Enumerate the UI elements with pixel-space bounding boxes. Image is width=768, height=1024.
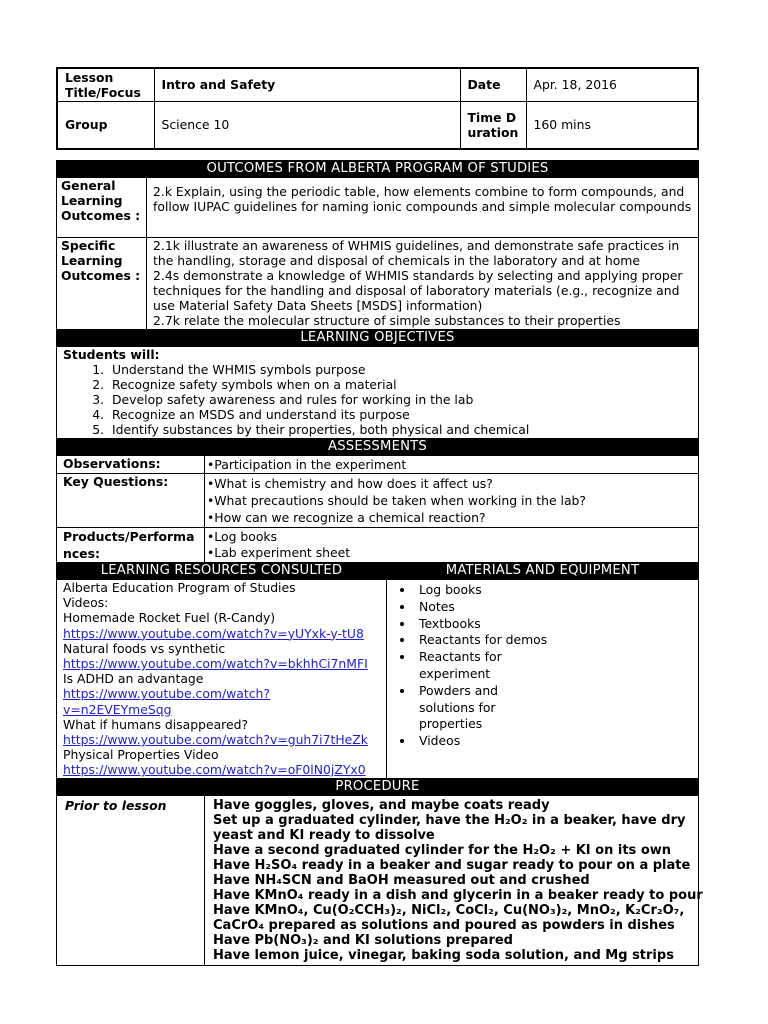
material-item: • Log books — [415, 582, 692, 599]
video-link[interactable]: https://www.youtube.com/watch?v=guh7i7tHeZk — [63, 732, 368, 748]
group-value: Science 10 — [154, 101, 460, 149]
objectives-intro: Students will: — [63, 347, 160, 362]
observations-label: Observations: — [57, 456, 205, 474]
materials-heading: MATERIALS AND EQUIPMENT — [387, 563, 699, 580]
general-outcomes-label: General Learning Outcomes : — [57, 178, 147, 238]
procedure-line: Have goggles, gloves, and maybe coats ready — [213, 797, 550, 813]
lesson-title-value: Intro and Safety — [154, 68, 460, 101]
products-list — [205, 528, 699, 563]
specific-outcome-item: 2.7k relate the molecular structure of simple substances to their properties — [153, 313, 621, 328]
material-item: • Videos — [415, 733, 692, 750]
date-value: Apr. 18, 2016 — [526, 68, 698, 101]
key-questions-list — [205, 474, 699, 528]
resource-line: Homemade Rocket Fuel (R-Candy) — [63, 610, 276, 626]
material-item: • Reactants for demos — [415, 632, 692, 649]
assessments-heading: ASSESSMENTS — [57, 439, 699, 456]
video-link[interactable]: https://www.youtube.com/watch? — [63, 686, 270, 702]
observations-list — [205, 456, 699, 474]
resource-line: Videos: — [63, 595, 109, 611]
date-label: Date — [460, 68, 526, 101]
procedure-heading: PROCEDURE — [57, 778, 699, 795]
materials-cell — [387, 580, 699, 779]
materials-list — [393, 582, 692, 750]
procedure-steps — [205, 795, 703, 965]
objectives-heading: LEARNING OBJECTIVES — [57, 330, 699, 347]
procedure-line: Have a second graduated cylinder for the H₂O₂ + KI on its own — [213, 842, 672, 858]
resource-line: Is ADHD an advantage — [63, 671, 204, 687]
resource-line: What if humans disappeared? — [63, 716, 249, 732]
procedure-line: yeast and KI ready to dissolve — [213, 827, 435, 843]
key-question-item: •What is chemistry and how does it affect us? — [207, 476, 493, 491]
specific-outcomes-label: Specific Learning Outcomes : — [57, 238, 147, 330]
objective-item: 5. Identify substances by their properties, both physical and chemical — [108, 422, 692, 437]
group-label: Group — [57, 101, 154, 149]
general-outcomes-text: 2.k Explain, using the periodic table, how elements combine to form compounds, and follow IUPAC guidelines for naming ionic compounds and simple molecular compounds — [147, 178, 699, 238]
specific-outcome-item: 2.4s demonstrate a knowledge of WHMIS standards by selecting and applying proper techniques for the handling and disposal of laboratory materials (e.g., recognize and use Material Safety Data Sheets [MSDS] information) — [153, 268, 683, 313]
key-question-item: •How can we recognize a chemical reaction? — [207, 510, 486, 525]
outcomes-heading: OUTCOMES FROM ALBERTA PROGRAM OF STUDIES — [57, 161, 699, 178]
resource-line: Natural foods vs synthetic — [63, 640, 226, 656]
procedure-line: CaCrO₄ prepared as solutions and poured as powders in dishes — [213, 917, 675, 933]
prior-to-lesson-label: Prior to lesson — [57, 795, 205, 965]
product-item: •Lab experiment sheet — [207, 545, 351, 560]
procedure-line: Set up a graduated cylinder, have the H₂O₂ in a beaker, have dry — [213, 812, 686, 828]
resource-line: Alberta Education Program of Studies — [63, 580, 296, 595]
time-duration-value: 160 mins — [526, 101, 698, 149]
resources-heading: LEARNING RESOURCES CONSULTED — [57, 563, 387, 580]
specific-outcomes-list — [147, 238, 699, 330]
key-question-item: •What precautions should be taken when working in the lab? — [207, 493, 586, 508]
procedure-line: Have lemon juice, vinegar, baking soda solution, and Mg strips — [213, 947, 674, 963]
material-item: • Reactants for experiment — [415, 649, 514, 683]
material-item: • Textbooks — [415, 616, 692, 633]
video-link[interactable]: https://www.youtube.com/watch?v=yUYxk-y-tU8 — [63, 625, 364, 641]
time-duration-label: Time Duration — [460, 101, 526, 149]
video-link[interactable]: https://www.youtube.com/watch?v=bkhhCi7nMFI — [63, 656, 368, 672]
products-label: Products/Performances: — [57, 528, 205, 563]
resource-line: Physical Properties Video — [63, 747, 219, 763]
material-item: • Powders and solutions for properties — [415, 683, 514, 733]
resources-list — [57, 580, 387, 779]
objective-item: 1. Understand the WHMIS symbols purpose — [108, 362, 692, 377]
lesson-title-label: Lesson Title/Focus — [57, 68, 154, 101]
objective-item: 3. Develop safety awareness and rules for working in the lab — [108, 392, 692, 407]
product-item: •Log books — [207, 529, 278, 544]
procedure-line: Have H₂SO₄ ready in a beaker and sugar ready to pour on a plate — [213, 857, 691, 873]
objective-item: 2. Recognize safety symbols when on a material — [108, 377, 692, 392]
objectives-body — [57, 347, 699, 439]
observation-item: •Participation in the experiment — [207, 457, 407, 472]
procedure-line: Have KMnO₄, Cu(O₂CCH₃)₂, NiCl₂, CoCl₂, Cu(NO₃)₂, MnO₂, K₂Cr₂O₇, — [213, 902, 685, 918]
procedure-line: Have NH₄SCN and BaOH measured out and crushed — [213, 872, 590, 888]
specific-outcome-item: 2.1k illustrate an awareness of WHMIS guidelines, and demonstrate safe practices in the handling, storage and disposal of chemicals in the laboratory and at home — [153, 238, 680, 268]
material-item: • Notes — [415, 599, 692, 616]
procedure-line: Have KMnO₄ ready in a dish and glycerin in a beaker ready to pour — [213, 887, 703, 903]
video-link-continued[interactable]: v=n2EVEYmeSqg — [63, 701, 172, 717]
video-link[interactable]: https://www.youtube.com/watch?v=oF0lN0jZYx0 — [63, 762, 366, 778]
key-questions-label: Key Questions: — [57, 474, 205, 528]
procedure-line: Have Pb(NO₃)₂ and KI solutions prepared — [213, 932, 513, 948]
lesson-header-table — [56, 67, 699, 150]
objectives-list — [63, 362, 692, 437]
lesson-plan-table — [56, 160, 703, 966]
objective-item: 4. Recognize an MSDS and understand its purpose — [108, 407, 692, 422]
